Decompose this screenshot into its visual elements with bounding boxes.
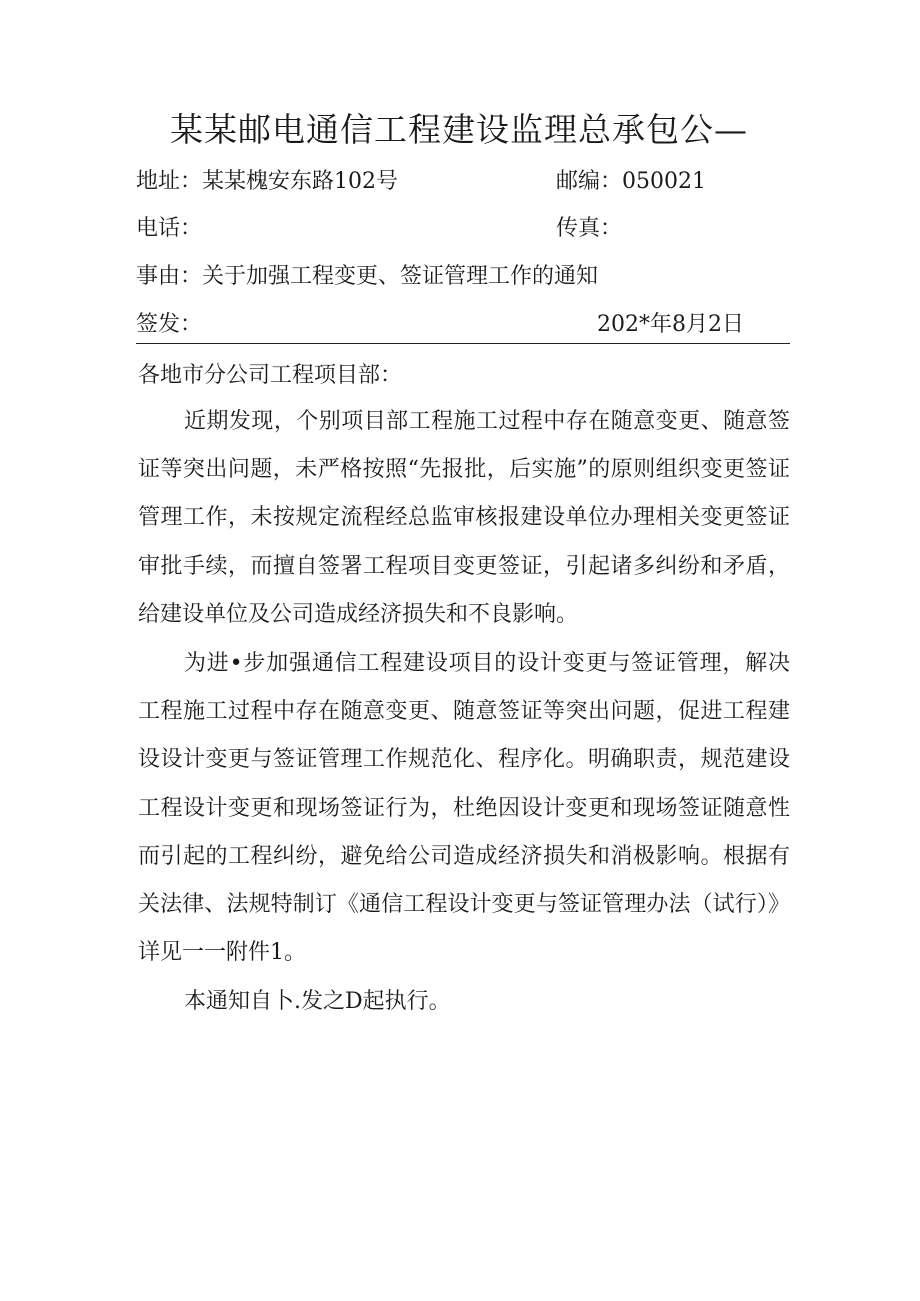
issuer-line: 签发： xyxy=(136,312,203,337)
address-line: 地址：某某槐安东路102号 xyxy=(136,169,398,194)
postcode-line: 邮编：050021 xyxy=(556,169,706,194)
paragraph-1: 近期发现，个别项目部工程施工过程中存在随意变更、随意签证等突出问题，未严格按照“先报批，后实施”的原则组织变更签证管理工作，未按规定流程经总监审核报建设单位办理相关变更签证审批手续，而擅自签署工程项目变更签证，引起诸多纠纷和矛盾，给建设单位及公司造成经济损失和不良影响。 xyxy=(138,409,790,627)
fax-line: 传真： xyxy=(556,216,623,241)
header-divider xyxy=(136,343,790,344)
subject-line: 事由：关于加强工程变更、签证管理工作的通知 xyxy=(136,264,599,289)
document-title: 某某邮电通信工程建设监理总承包公— xyxy=(170,110,748,149)
paragraph-2: 为进•步加强通信工程建设项目的设计变更与签证管理，解决工程施工过程中存在随意变更、随意签证等突出问题，促进工程建设设计变更与签证管理工作规范化、程序化。明确职责，规范建设工程设计变更和现场签证行为，杜绝因设计变更和现场签证随意性而引起的工程纠纷，避免给公司造成经济损失和消极影响。根据有关法律、法规特制订《通信工程设计变更与签证管理办法（试行）》详见一一附件1。 xyxy=(138,651,790,966)
issue-date: 202*年8月2日 xyxy=(597,312,744,337)
paragraph-3: 本通知自卜.发之D起执行。 xyxy=(184,989,451,1014)
phone-line: 电话： xyxy=(136,216,203,241)
salutation: 各地市分公司工程项目部： xyxy=(138,363,403,388)
